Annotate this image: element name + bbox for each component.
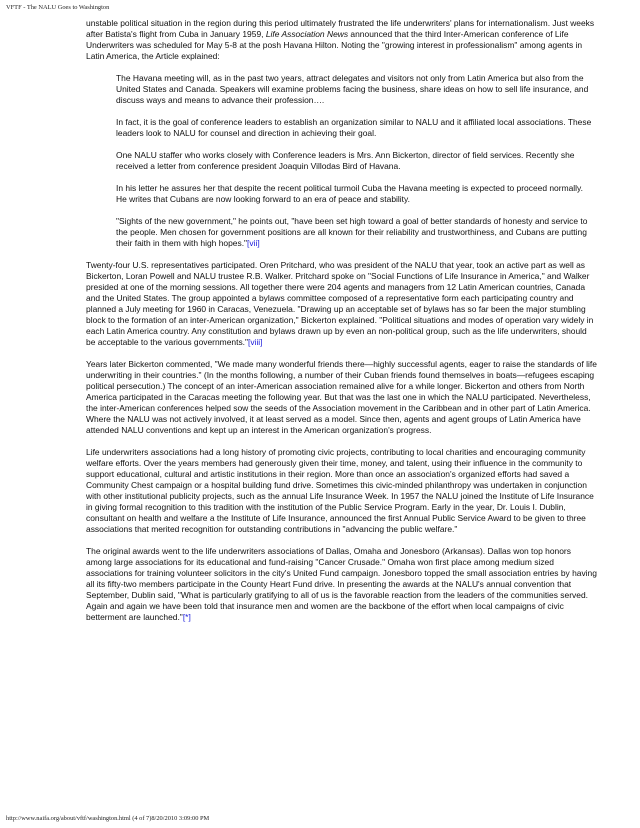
page-footer: http://www.naifa.org/about/vftf/washington.html (4 of 7)8/20/2010 3:09:00 PM: [6, 815, 210, 822]
paragraph-5: [86, 546, 598, 623]
publication-title: Life Association News: [265, 29, 349, 39]
footnote-link-vii[interactable]: [vii]: [247, 238, 260, 248]
paragraph-4: Life underwriters associations had a long history of promoting civic projects, contributing to local charities and encouraging community welfare efforts. Over the years members had generously given their time, money, and talent, using their influence in the community to support educational, cultural and artistic institutions in their region. More than once an association's organized efforts had saved a Community Chest campaign or a hospital building fund drive. Sometimes this civic-minded philanthropy was undertaken in conjunction with other institutional publicity projects, such as the annual Life Insurance Week. In 1957 the NALU joined the Institute of Life Insurance in giving formal recognition to this tradition with the institution of the Public Service Program. Early in the year, Dr. Louis I. Dublin, consultant on health and welfare a the Institute of Life Insurance, announced the first Annual Public Service Award to be given to three associations that merited recognition for outstanding contributions in "advancing the public welfare.": [86, 447, 594, 534]
article-body: [86, 18, 598, 634]
paragraph-2: [86, 260, 598, 348]
quote-paragraph-1: The Havana meeting will, as in the past two years, attract delegates and visitors not only from Latin America but also from the United States and Canada. Speakers will examine problems facing the business, share ideas on how to sell life insurance, and discuss ways and means to advance their profession….: [116, 73, 589, 105]
quote-paragraph-3: One NALU staffer who works closely with Conference leaders is Mrs. Ann Bickerton, director of field services. Recently she received a letter from conference president Joaquin Villodas Bird of Havana.: [116, 150, 575, 171]
block-quote: [116, 73, 592, 249]
paragraph-1-text-b: announced that the third Inter-American conference of Life Underwriters was scheduled for May 5-8 at the posh Havana Hilton. Noting the "growing interest in professionalism" among agents in Latin America, the Article explained:: [86, 29, 583, 61]
paragraph-1: [86, 18, 598, 62]
footnote-link-star[interactable]: [*]: [182, 612, 191, 622]
quote-paragraph-2: In fact, it is the goal of conference leaders to establish an organization similar to NALU and it affiliated local associations. These leaders look to NALU for counsel and direction in achieving their goal.: [116, 117, 592, 138]
paragraph-3: Years later Bickerton commented, "We made many wonderful friends there—highly successful agents, eager to raise the standards of life underwriting in their countries." (In the months following, a number of their Cuban friends found themselves in boats—refugees escaping political persecution.) The concept of an inter-American association remained alive for a while longer. Bickerton and others from North America participated in the Caracas meeting the following year. But that was the last one in which the NALU participated. Nevertheless, the inter-American conferences helped sow the seeds of the Association movement in the Caribbean and in other part of Latin America. Where the NALU was not actively involved, it at least served as a model. Since then, agents and agent groups of Latin America have attended NALU conventions and kept up an interest in the American organization's progress.: [86, 359, 597, 435]
quote-paragraph-4: In his letter he assures her that despite the recent political turmoil Cuba the Havana meeting is expected to proceed normally. He writes that Cubans are now looking forward to an era of peace and stability.: [116, 183, 583, 204]
paragraph-1-text-a: unstable political situation in the region during this period ultimately frustrated the life underwriters' plans for internationalism. Just weeks after Batista's flight from Cuba in January 1959,: [86, 18, 595, 39]
footnote-link-viii[interactable]: [viii]: [248, 337, 263, 347]
quote-paragraph-5-text: "Sights of the new government," he points out, "have been set high toward a goal of better standards of honesty and service to the people. Men chosen for government positions are all known for their reliability and trustworthiness, and Cubans are putting their faith in them with high hopes.": [116, 216, 588, 248]
quote-paragraph-5: [116, 216, 592, 249]
page-header: VFTF - The NALU Goes to Washington: [6, 4, 110, 11]
paragraph-2-text: Twenty-four U.S. representatives participated. Oren Pritchard, who was president of the NALU that year, took an active part as well as Bickerton, Loran Powell and NALU trustee R.B. Walker. Pritchard spoke on "Social Functions of Life Insurance in America," and Walker presided at one of the morning sessions. All together there were 204 agents and managers from 12 Latin American countries, Canada and the United States. The group appointed a bylaws committee composed of a representative form each participating country and planned a July meeting for 1960 in Caracas, Venezuela. "Drawing up an acceptable set of bylaws has so far been the major stumbling block to the formation of an inter-American organization," Bickerton explained. "Political situations and modes of operation vary widely in each Latin America country. Any constitution and bylaws drawn up by even an non-political group, such as the life underwriters, should be acceptable to the various governments.": [86, 260, 594, 347]
paragraph-5-text: The original awards went to the life underwriters associations of Dallas, Omaha and Jonesboro (Arkansas). Dallas won top honors among large associations for its educational and fund-raising "Cancer Crusade." Omaha won first place among medium sized associations for training volunteer solicitors in the city's United Fund campaign. Jonesboro topped the small association entries by having all its fifty-two members participate in the County Heart Fund drive. In presenting the awards at the NALU's annual convention that September, Dublin said, "What is particularly gratifying to all of us is the favorable reaction from the leaders of the communities served. Again and again we have been told that insurance men and women are the backbone of the effort when local campaigns of civic betterment are launched.": [86, 546, 597, 622]
